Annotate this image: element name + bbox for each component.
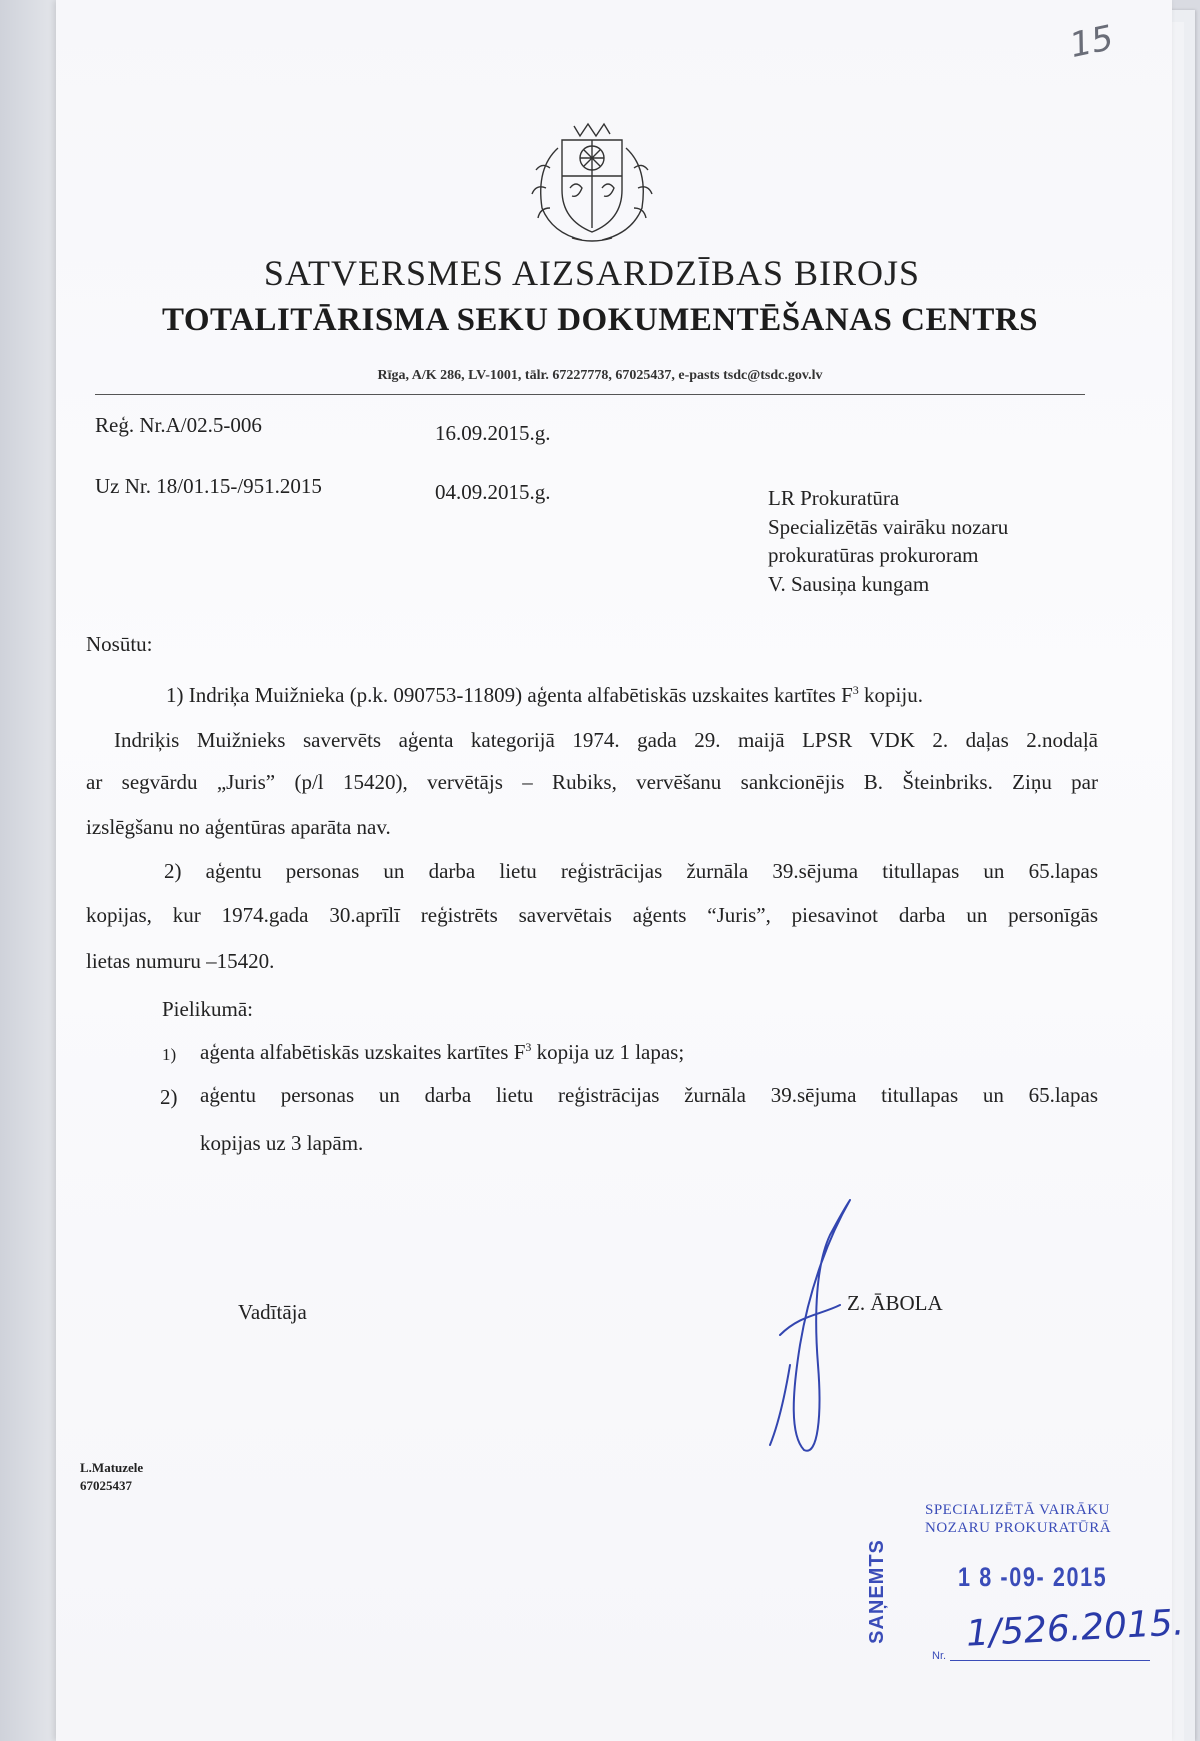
prepared-by-phone: 67025437 bbox=[80, 1478, 132, 1493]
attachment-1-text: aģenta alfabētiskās uzskaites kartītes F bbox=[200, 1040, 526, 1064]
handwritten-page-number: 15 bbox=[1066, 17, 1117, 67]
stamp-handwritten-number: 1/526.2015. bbox=[965, 1602, 1186, 1655]
item-1-text: 1) Indriķa Muižnieka (p.k. 090753-11809) aģenta alfabētiskās uzskaites kartītes F bbox=[166, 683, 853, 707]
prepared-by-name: L.Matuzele bbox=[80, 1460, 144, 1475]
stamp-nr-line bbox=[950, 1660, 1150, 1661]
recipient-block bbox=[768, 484, 1008, 598]
registration-number: Reģ. Nr.A/02.5-006 bbox=[95, 413, 262, 437]
item-1-suffix: kopiju. bbox=[858, 683, 923, 707]
attachment-1-suffix: kopija uz 1 lapas; bbox=[531, 1040, 685, 1064]
signoff-title: Vadītāja bbox=[238, 1300, 307, 1324]
recipient-line: LR Prokuratūra bbox=[768, 486, 900, 510]
paragraph-1-line-3: izslēgšanu no aģentūras aparāta nav. bbox=[86, 815, 391, 839]
stamp-line-2: NOZARU PROKURATŪRĀ bbox=[925, 1520, 1112, 1536]
stamp-nr-label: Nr. bbox=[932, 1650, 947, 1662]
attachment-2-line-1: aģentu personas un darba lietu reģistrācijas žurnāla 39.sējuma titullapas un 65.lapas bbox=[200, 1083, 1098, 1107]
header-divider bbox=[95, 394, 1085, 395]
coat-of-arms-icon bbox=[522, 118, 662, 248]
attachment-2-number: 2) bbox=[160, 1085, 178, 1109]
attachment-1-number: 1) bbox=[162, 1045, 177, 1064]
attachment-2-line-2: kopijas uz 3 lapām. bbox=[200, 1131, 364, 1155]
intro-text: Nosūtu: bbox=[86, 632, 153, 656]
department-name: TOTALITĀRISMA SEKU DOKUMENTĒŠANAS CENTRS bbox=[161, 302, 1039, 338]
organization-name: SATVERSMES AIZSARDZĪBAS BIROJS bbox=[263, 253, 921, 293]
paragraph-1-line-1: Indriķis Muižnieks savervēts aģenta kategorijā 1974. gada 29. maijā LPSR VDK 2. daļas 2.nodaļā bbox=[114, 728, 1098, 752]
item-2-line-2: kopijas, kur 1974.gada 30.aprīlī reģistrēts savervētais aģents “Juris”, piesavinot darba un personīgās bbox=[86, 903, 1098, 927]
item-2-line-1: 2) aģentu personas un darba lietu reģistrācijas žurnāla 39.sējuma titullapas un 65.lapas bbox=[164, 859, 1098, 883]
registration-date: 16.09.2015.g. bbox=[435, 421, 551, 445]
attachment-1 bbox=[200, 1040, 1080, 1065]
item-1-superscript: 3 bbox=[852, 683, 859, 697]
stamp-date: 1 8 -09- 2015 bbox=[958, 1562, 1108, 1592]
recipient-line: prokuratūras prokuroram bbox=[768, 543, 979, 567]
received-stamp bbox=[865, 1490, 1186, 1680]
reference-number: Uz Nr. 18/01.15-/951.2015 bbox=[95, 474, 322, 498]
signature-mark bbox=[760, 1195, 870, 1455]
item-2-line-3: lietas numuru –15420. bbox=[86, 949, 275, 973]
stamp-line-1: SPECIALIZĒTĀ VAIRĀKU bbox=[925, 1502, 1110, 1518]
recipient-line: V. Sausiņa kungam bbox=[768, 571, 930, 596]
attachment-1-superscript: 3 bbox=[525, 1040, 532, 1054]
stamp-vertical-label: SAŅEMTS bbox=[865, 1539, 888, 1644]
contact-line: Rīga, A/K 286, LV-1001, tālr. 67227778, 67025437, e-pasts tsdc@tsdc.gov.lv bbox=[377, 368, 823, 383]
reference-date: 04.09.2015.g. bbox=[435, 480, 551, 504]
item-1 bbox=[166, 683, 1066, 708]
signoff-name: Z. ĀBOLA bbox=[847, 1291, 943, 1315]
paragraph-1-line-2: ar segvārdu „Juris” (p/l 15420), vervētājs – Rubiks, vervēšanu sankcionējis B. Šteinbriks. Ziņu par bbox=[86, 770, 1098, 794]
attachments-label: Pielikumā: bbox=[162, 997, 253, 1021]
recipient-line: Specializētās vairāku nozaru bbox=[768, 514, 1009, 539]
